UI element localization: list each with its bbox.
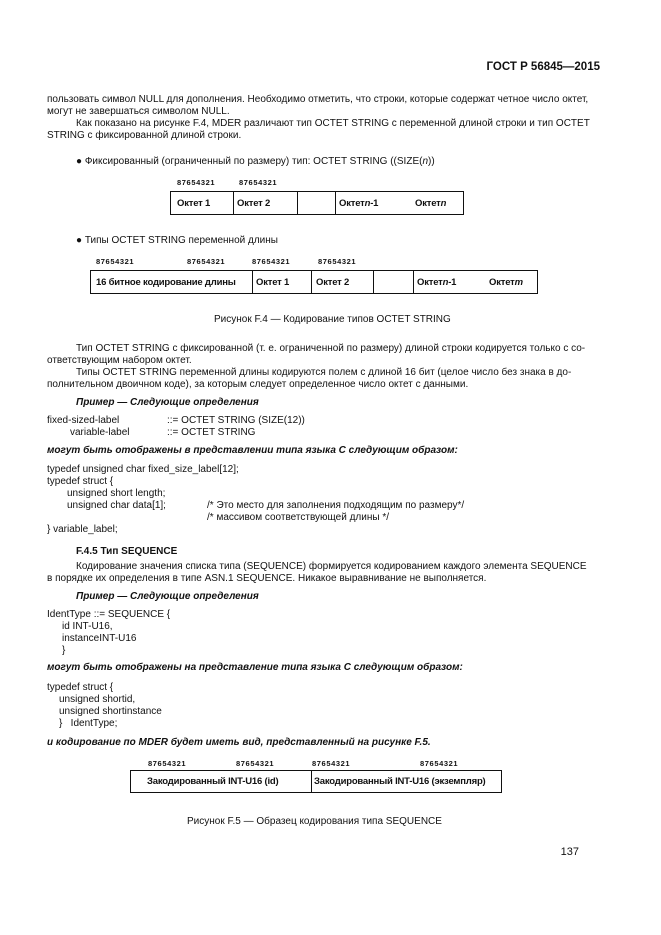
fixed-bits-2: 87654321 (239, 178, 278, 187)
figure-f4-caption: Рисунок F.4 — Кодирование типов OCTET STRING (214, 314, 451, 325)
section-title: F.4.5 Тип SEQUENCE (76, 546, 178, 557)
fixed-octet-diagram (170, 191, 464, 215)
section-line-1: Кодирование значения списка типа (SEQUENCE) формируется кодированием каждого элемента SEQUENCE (76, 561, 587, 572)
example1-def1-name: fixed-sized-label (47, 415, 120, 426)
example1-def2-name: variable-label (70, 427, 130, 438)
fig5-cell-instance: Закодированный INT-U16 (экземпляр) (311, 771, 501, 792)
example1-comment-2: /* массивом соответствующей длины */ (207, 512, 390, 523)
example2-c-2: unsigned shortid, (59, 694, 136, 705)
section-line-2: в порядке их определения в типе ASN.1 SEQUENCE. Никакое выравнивание не выполняется. (47, 573, 487, 584)
example2-code-4: } (62, 645, 66, 656)
fixed-cell-octet-1: Октет 1 (177, 197, 211, 209)
variable-bits-4: 87654321 (318, 257, 357, 266)
example1-def1-value: ::= OCTET STRING (SIZE(12)) (167, 415, 305, 426)
fixed-bullet-n: n (422, 156, 429, 167)
example2-code-3: instanceINT-U16 (62, 633, 137, 644)
fig5-bits-3: 87654321 (312, 759, 351, 768)
example1-def2-value: ::= OCTET STRING (167, 427, 256, 438)
example1-code-1: typedef unsigned char fixed_size_label[12]; (47, 464, 239, 475)
fixed-cell-octet-2: Октет 2 (233, 192, 297, 214)
fixed-bullet-prefix: ● Фиксированный (ограниченный по размеру) тип: OCTET STRING ((SIZE( (76, 156, 423, 167)
variable-cell-gap (373, 271, 413, 293)
intro-line-2: могут не завершаться символом NULL. (47, 106, 230, 117)
para2-line-3: Типы OCTET STRING переменной длины кодируются полем с длиной 16 бит (целое число без знака в до- (76, 367, 572, 378)
fixed-bullet-suffix: )) (428, 156, 435, 167)
fig5-cell-id: Закодированный INT-U16 (id) (147, 776, 279, 787)
example1-comment-1: /* Это место для заполнения подходящим по размеру*/ (207, 500, 465, 511)
example1-code-3: unsigned short length; (67, 488, 166, 499)
fig5-bits-1: 87654321 (148, 759, 187, 768)
fixed-bits-1: 87654321 (177, 178, 216, 187)
variable-cell-length: 16 битное кодирование длины (96, 276, 236, 288)
variable-cell-octet-1: Октет 1 (252, 271, 311, 293)
fixed-cell-octet-n-1: Октет n -1 (335, 192, 397, 214)
example1-code-5: } variable_label; (47, 524, 118, 535)
example2-final: и кодирование по MDER будет иметь вид, представленный на рисунке F.5. (47, 737, 431, 748)
fig5-bits-2: 87654321 (236, 759, 275, 768)
fig5-bits-4: 87654321 (420, 759, 459, 768)
page-number: 137 (560, 846, 579, 858)
example2-c-4: } IdentType; (59, 718, 118, 729)
example2-title: Пример — Следующие определения (76, 591, 259, 602)
example2-code-1: IdentType ::= SEQUENCE { (47, 609, 171, 620)
example1-mapped: могут быть отображены в представлении типа языка С следующим образом: (47, 445, 458, 456)
para2-line-4: полнительном двоичном коде), за которым следует определенное число октет с данными. (47, 379, 469, 390)
example1-title: Пример — Следующие определения (76, 397, 259, 408)
example2-c-1: typedef struct { (47, 682, 114, 693)
example2-mapped: могут быть отображены на представление типа языка С следующим образом: (47, 662, 463, 673)
example1-code-4: unsigned char data[1]; (67, 500, 166, 511)
example1-code-2: typedef struct { (47, 476, 114, 487)
para2-line-2: ответствующим набором октет. (47, 355, 192, 366)
variable-bits-1: 87654321 (96, 257, 135, 266)
fixed-bullet (76, 156, 435, 168)
document-header: ГОСТ Р 56845—2015 (486, 61, 600, 73)
intro-line-3: Как показано на рисунке F.4, MDER различают тип OCTET STRING с переменной длиной строки и тип OCTET (76, 118, 590, 129)
sequence-encoding-diagram (130, 770, 502, 793)
fixed-cell-octet-n: Октет n (415, 197, 447, 209)
fixed-cell-gap (297, 192, 335, 214)
example2-c-3: unsigned shortinstance (59, 706, 162, 717)
variable-cell-octet-m: Октет m (489, 276, 523, 288)
example2-code-2: id INT-U16, (62, 621, 113, 632)
para2-line-1: Тип OCTET STRING с фиксированной (т. е. ограниченной по размеру) длиной строки кодируется только с со- (76, 343, 586, 354)
variable-bits-2: 87654321 (187, 257, 226, 266)
variable-octet-diagram (90, 270, 538, 294)
figure-f5-caption: Рисунок F.5 — Образец кодирования типа SEQUENCE (187, 816, 442, 827)
variable-cell-octet-n-1: Октет n -1 (413, 271, 477, 293)
variable-cell-octet-2: Октет 2 (311, 271, 373, 293)
intro-line-1: пользовать символ NULL для дополнения. Необходимо отметить, что строки, которые содержат четное число октет, (47, 94, 589, 105)
variable-bits-3: 87654321 (252, 257, 291, 266)
intro-line-4: STRING с фиксированной длиной строки. (47, 130, 242, 141)
variable-bullet: ● Типы OCTET STRING переменной длины (76, 235, 278, 246)
